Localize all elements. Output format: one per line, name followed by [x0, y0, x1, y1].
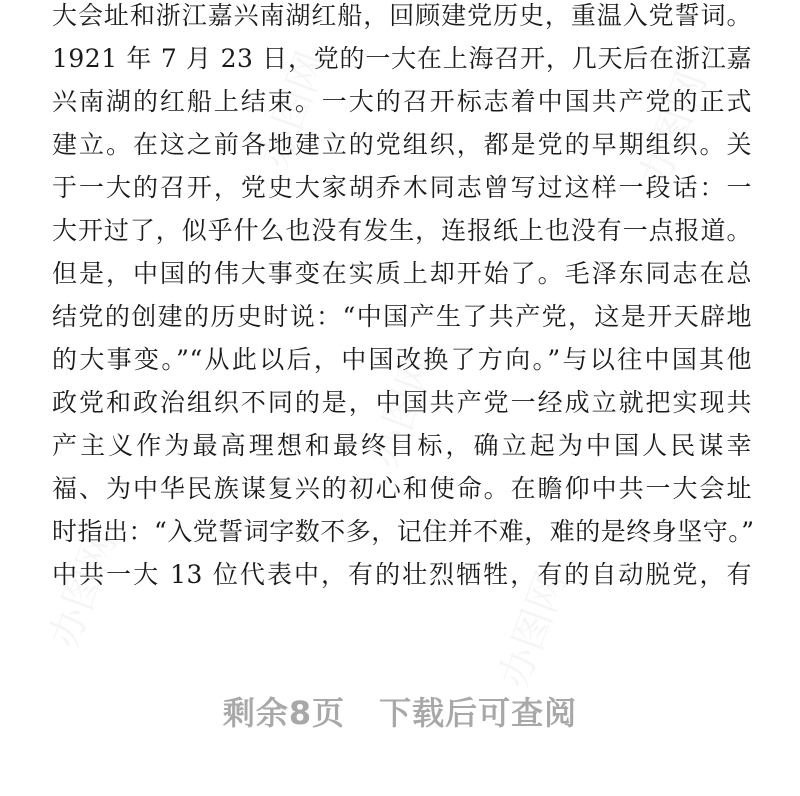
text-line: 福、为中华民族谋复兴的初心和使命。在瞻仰中共一大会址	[52, 474, 752, 503]
watermark: 办图网	[251, 45, 336, 174]
text-line: 大开过了，似乎什么也没有发生，连报纸上也没有一点报道。	[52, 216, 752, 245]
document-body	[52, 0, 755, 601]
text-line: 中共一大 13 位代表中，有的壮烈牺牲，有的自动脱党，有	[52, 560, 752, 589]
text-line: 兴南湖的红船上结束。一大的召开标志着中国共产党的正式	[52, 87, 752, 116]
text-line: 1921 年 7 月 23 日，党的一大在上海召开，几天后在浙江嘉	[52, 44, 752, 73]
text-line: 政党和政治组织不同的是，中国共产党一经成立就把实现共	[52, 388, 752, 417]
text-line: 于一大的召开，党史大家胡乔木同志曾写过这样一段话：一	[52, 173, 752, 202]
text-line: 时指出：“入党誓词字数不多，记住并不难，难的是终身坚守。”	[52, 517, 755, 546]
text-line: 结党的创建的历史时说：“中国产生了共产党，这是开天辟地	[52, 302, 752, 331]
download-more-banner[interactable]	[0, 688, 800, 734]
watermark: 办图网	[361, 345, 446, 474]
text-line: 产主义作为最高理想和最终目标，确立起为中国人民谋幸	[52, 431, 752, 460]
text-line: 大会址和浙江嘉兴南湖红船，回顾建党历史，重温入党誓词。	[52, 1, 752, 30]
text-line: 建立。在这之前各地建立的党组织，都是党的早期组织。关	[52, 130, 752, 159]
watermark: 办图网	[631, 65, 716, 194]
remaining-pages-label[interactable]: 剩余8页	[222, 694, 346, 732]
watermark: 办图网	[491, 565, 576, 694]
text-line: 的大事变。”“从此以后，中国改换了方向。”与以往中国其他	[52, 345, 752, 374]
text-line: 但是，中国的伟大事变在实质上却开始了。毛泽东同志在总	[52, 259, 752, 288]
download-to-view-label[interactable]: 下载后可查阅	[379, 694, 578, 732]
watermark: 办图网	[41, 525, 126, 654]
